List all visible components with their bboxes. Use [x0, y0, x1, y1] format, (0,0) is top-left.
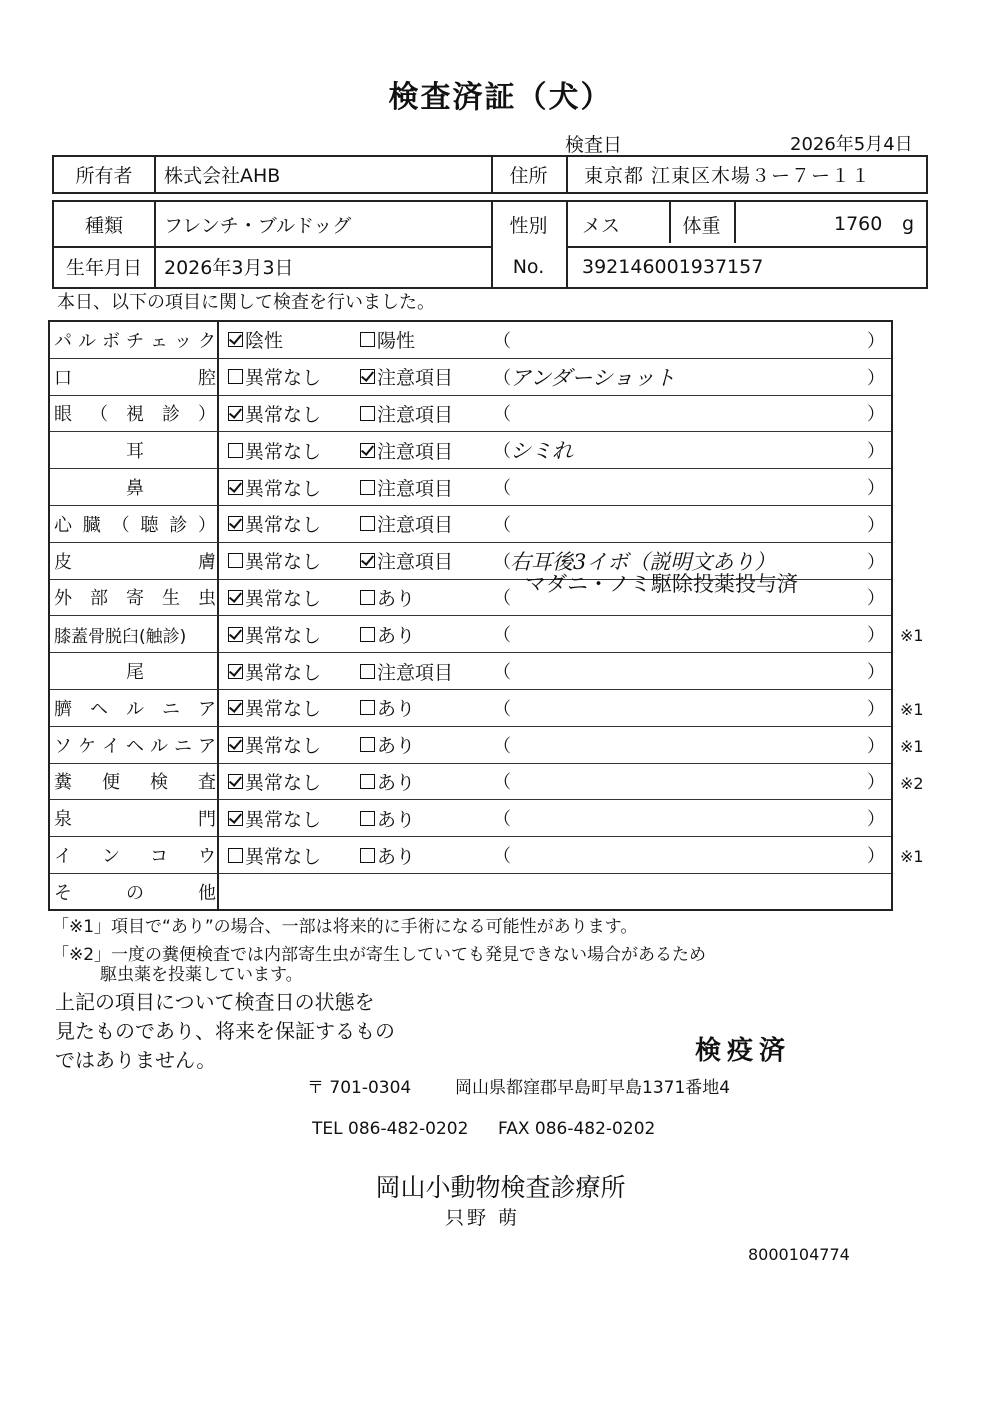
table-row — [50, 653, 891, 690]
exam-date-label: 検査日 — [565, 134, 623, 156]
footnote-1: 「※1」項目で“あり”の場合、一部は将来的に手術になる可能性があります。 — [52, 917, 638, 937]
checkbox-icon — [228, 811, 243, 826]
option-label: 異常なし — [245, 367, 322, 390]
item-label: 泉 門 — [54, 809, 216, 831]
paren-close: ） — [867, 441, 885, 463]
pet-info — [52, 200, 928, 289]
option-normal[interactable] — [228, 653, 321, 689]
item-note: アンダーショット — [510, 365, 676, 390]
option-label: 異常なし — [245, 624, 322, 647]
option-normal[interactable] — [228, 727, 321, 763]
quarantine-stamp: 検疫済 — [695, 1036, 792, 1066]
option-label: 異常なし — [245, 440, 322, 463]
paren-close: ） — [867, 551, 885, 573]
item-label: 口 腔 — [54, 367, 216, 389]
footnote-mark: ※1 — [900, 700, 924, 719]
table-row — [50, 396, 891, 433]
checkbox-icon — [360, 627, 375, 642]
checkbox-icon — [228, 516, 243, 531]
option-attention[interactable] — [360, 396, 453, 432]
option-label: 異常なし — [245, 845, 322, 868]
item-label: ソ ケ イ ヘ ル ニ ア — [54, 735, 216, 757]
option-normal[interactable] — [228, 690, 321, 726]
paren-close: ） — [867, 588, 885, 610]
checkbox-icon — [228, 369, 243, 384]
item-label: パ ル ボ チ ェ ッ ク — [54, 330, 216, 352]
paren-open: （ — [493, 625, 511, 647]
checkbox-icon — [360, 443, 375, 458]
option-label: 異常なし — [245, 551, 322, 574]
clinic-address: 岡山県都窪郡早島町早島1371番地4 — [455, 1078, 731, 1098]
paren-open: （ — [493, 735, 511, 757]
item-label: 膝蓋骨脱臼(触診) — [54, 626, 187, 647]
option-label: 異常なし — [245, 771, 322, 794]
option-label: あり — [377, 771, 416, 794]
option-label: 注意項目 — [377, 477, 454, 500]
item-label: 眼 （ 視 診 ） — [54, 404, 216, 426]
option-normal[interactable] — [228, 764, 321, 800]
paren-close: ） — [867, 330, 885, 352]
option-normal[interactable] — [228, 616, 321, 652]
weight-value: 1760 — [834, 213, 883, 235]
option-normal[interactable] — [228, 432, 321, 468]
table-row — [50, 469, 891, 506]
paren-open: （ — [493, 846, 511, 868]
item-label: 尾 — [126, 662, 144, 684]
paren-open: （ — [493, 514, 511, 536]
paren-close: ） — [867, 478, 885, 500]
checkbox-icon — [360, 811, 375, 826]
table-row — [50, 506, 891, 543]
paren-open: （ — [493, 662, 511, 684]
paren-close: ） — [867, 514, 885, 536]
option-label: あり — [377, 845, 416, 868]
table-row — [50, 322, 891, 359]
sex-value: メス — [582, 214, 621, 237]
paren-close: ） — [867, 662, 885, 684]
paren-close: ） — [867, 735, 885, 757]
document-code: 8000104774 — [748, 1245, 850, 1264]
option-attention[interactable] — [360, 580, 415, 616]
option-normal[interactable] — [228, 322, 283, 358]
item-note: マダニ・ノミ駆除投薬投与済 — [525, 572, 798, 597]
paren-open: （ — [493, 478, 511, 500]
owner-row — [52, 155, 928, 194]
checkbox-icon — [360, 553, 375, 568]
checkbox-icon — [360, 369, 375, 384]
item-label: 外 部 寄 生 虫 — [54, 588, 216, 610]
disclaimer-line: 見たものであり、将来を保証するもの — [55, 1019, 395, 1043]
paren-open: （ — [493, 588, 511, 610]
option-normal[interactable] — [228, 506, 321, 542]
checkbox-icon — [228, 332, 243, 347]
birth-label: 生年月日 — [65, 257, 142, 279]
paren-close: ） — [867, 367, 885, 389]
table-row — [50, 690, 891, 727]
item-label: そ の 他 — [54, 882, 216, 904]
option-normal[interactable] — [228, 543, 321, 579]
weight-unit: g — [902, 213, 915, 235]
sex-label: 性別 — [509, 214, 548, 237]
footnote-mark: ※1 — [900, 847, 924, 867]
checkbox-icon — [360, 516, 375, 531]
option-label: 注意項目 — [377, 661, 454, 684]
option-attention[interactable] — [360, 764, 415, 800]
paren-open: （ — [493, 330, 511, 352]
item-label: 糞 便 検 査 — [54, 772, 216, 794]
option-normal[interactable] — [228, 396, 321, 432]
no-value: 392146001937157 — [582, 255, 764, 278]
option-attention[interactable] — [360, 653, 453, 689]
option-label: 異常なし — [245, 808, 322, 831]
option-attention[interactable] — [360, 690, 415, 726]
option-label: 陽性 — [377, 330, 416, 353]
no-label: No. — [512, 255, 545, 278]
disclaimer-line: 上記の項目について検査日の状態を — [55, 990, 375, 1014]
table-row — [50, 764, 891, 801]
table-row — [50, 572, 891, 617]
option-label: 異常なし — [245, 698, 322, 721]
paren-open: （ — [493, 698, 511, 720]
option-label: 異常なし — [245, 403, 322, 426]
option-label: あり — [377, 698, 416, 721]
item-label: 心 臓 （ 聴 診 ） — [54, 514, 216, 536]
option-label: 注意項目 — [377, 440, 454, 463]
option-attention[interactable] — [360, 506, 453, 542]
paren-open: （ — [493, 441, 511, 463]
doctor-name: 只野 萌 — [445, 1207, 521, 1229]
checkbox-icon — [228, 664, 243, 679]
checkbox-icon — [360, 480, 375, 495]
disclaimer — [55, 988, 395, 1075]
paren-open: （ — [493, 404, 511, 426]
option-label: あり — [377, 624, 416, 647]
checkbox-icon — [360, 774, 375, 789]
table-row — [50, 432, 891, 469]
option-attention[interactable] — [360, 837, 415, 873]
checkbox-icon — [228, 848, 243, 863]
checkbox-icon — [360, 590, 375, 605]
paren-open: （ — [493, 551, 511, 573]
table-row-other — [50, 874, 891, 909]
option-normal[interactable] — [228, 580, 321, 616]
paren-close: ） — [867, 404, 885, 426]
item-note: 右耳後3イボ（説明文あり） — [510, 549, 776, 574]
item-label: イ ン コ ウ — [54, 846, 216, 868]
option-label: あり — [377, 587, 416, 610]
inspection-table — [48, 320, 924, 911]
document-title: 検査済証（犬） — [388, 80, 613, 115]
checkbox-icon — [228, 737, 243, 752]
option-label: 異常なし — [245, 661, 322, 684]
checkbox-icon — [360, 332, 375, 347]
option-label: あり — [377, 735, 416, 758]
option-attention[interactable] — [360, 616, 415, 652]
table-row — [50, 800, 891, 837]
checkbox-icon — [360, 737, 375, 752]
fax: FAX 086-482-0202 — [498, 1119, 656, 1139]
option-attention[interactable] — [360, 322, 415, 358]
option-label: 異常なし — [245, 587, 322, 610]
footnote-mark: ※1 — [900, 736, 924, 756]
option-label: 注意項目 — [377, 403, 454, 426]
item-label: 皮 膚 — [54, 551, 216, 573]
paren-open: （ — [493, 367, 511, 389]
option-normal[interactable] — [228, 837, 321, 873]
paren-close: ） — [867, 772, 885, 794]
option-label: 陰性 — [245, 330, 284, 353]
table-row — [50, 616, 891, 653]
footnote-2: 「※2」一度の糞便検査では内部寄生虫が寄生していても発見できない場合があるため — [52, 945, 707, 965]
option-attention[interactable] — [360, 800, 415, 836]
checkbox-icon — [228, 774, 243, 789]
paren-open: （ — [493, 772, 511, 794]
item-note: シミれ — [510, 439, 573, 464]
breed-value: フレンチ・ブルドッグ — [164, 214, 352, 237]
checkbox-icon — [360, 406, 375, 421]
option-attention[interactable] — [360, 727, 415, 763]
birth-value: 2026年3月3日 — [164, 257, 294, 279]
breed-label: 種類 — [84, 214, 123, 237]
option-label: 異常なし — [245, 735, 322, 758]
checkbox-icon — [228, 406, 243, 421]
option-normal[interactable] — [228, 469, 321, 505]
postal-code: 〒 701-0304 — [307, 1078, 412, 1098]
item-label: 耳 — [126, 441, 144, 463]
paren-close: ） — [867, 809, 885, 831]
checkbox-icon — [360, 700, 375, 715]
checkbox-icon — [360, 664, 375, 679]
disclaimer-line: ではありません。 — [55, 1048, 217, 1072]
paren-close: ） — [867, 846, 885, 868]
table-row — [50, 837, 891, 874]
checkbox-icon — [228, 627, 243, 642]
checkbox-icon — [228, 553, 243, 568]
owner-value: 株式会社AHB — [164, 165, 281, 187]
option-label: 注意項目 — [377, 514, 454, 537]
option-attention[interactable] — [360, 359, 453, 395]
footnote-mark: ※1 — [900, 626, 924, 646]
option-label: 異常なし — [245, 477, 322, 500]
option-normal[interactable] — [228, 359, 321, 395]
checkbox-icon — [360, 848, 375, 863]
option-attention[interactable] — [360, 432, 453, 468]
footnote-mark: ※2 — [900, 773, 924, 793]
paren-open: （ — [493, 809, 511, 831]
table-row — [50, 727, 891, 764]
checkbox-icon — [228, 480, 243, 495]
exam-date: 2026年5月4日 — [790, 134, 913, 155]
address-label: 住所 — [509, 165, 548, 187]
tel: TEL 086-482-0202 — [312, 1119, 469, 1139]
option-normal[interactable] — [228, 800, 321, 836]
intro-text: 本日、以下の項目に関して検査を行いました。 — [57, 292, 435, 313]
option-label: 異常なし — [245, 514, 322, 537]
item-label: 鼻 — [126, 478, 144, 500]
clinic-name: 岡山小動物検査診療所 — [375, 1173, 626, 1202]
paren-close: ） — [867, 625, 885, 647]
item-label: 臍 ヘ ル ニ ア — [54, 698, 216, 720]
footnote-2-cont: 駆虫薬を投薬しています。 — [100, 965, 303, 985]
option-attention[interactable] — [360, 543, 453, 579]
checkbox-icon — [228, 590, 243, 605]
checkbox-icon — [228, 443, 243, 458]
option-label: 注意項目 — [377, 367, 454, 390]
paren-close: ） — [867, 698, 885, 720]
owner-label: 所有者 — [75, 165, 133, 187]
owner-address: 東京都 江東区木場３ー７ー１１ — [584, 165, 872, 187]
option-label: 注意項目 — [377, 551, 454, 574]
table-row — [50, 359, 891, 396]
option-attention[interactable] — [360, 469, 453, 505]
option-label: あり — [377, 808, 416, 831]
weight-label: 体重 — [682, 214, 721, 237]
checkbox-icon — [228, 700, 243, 715]
